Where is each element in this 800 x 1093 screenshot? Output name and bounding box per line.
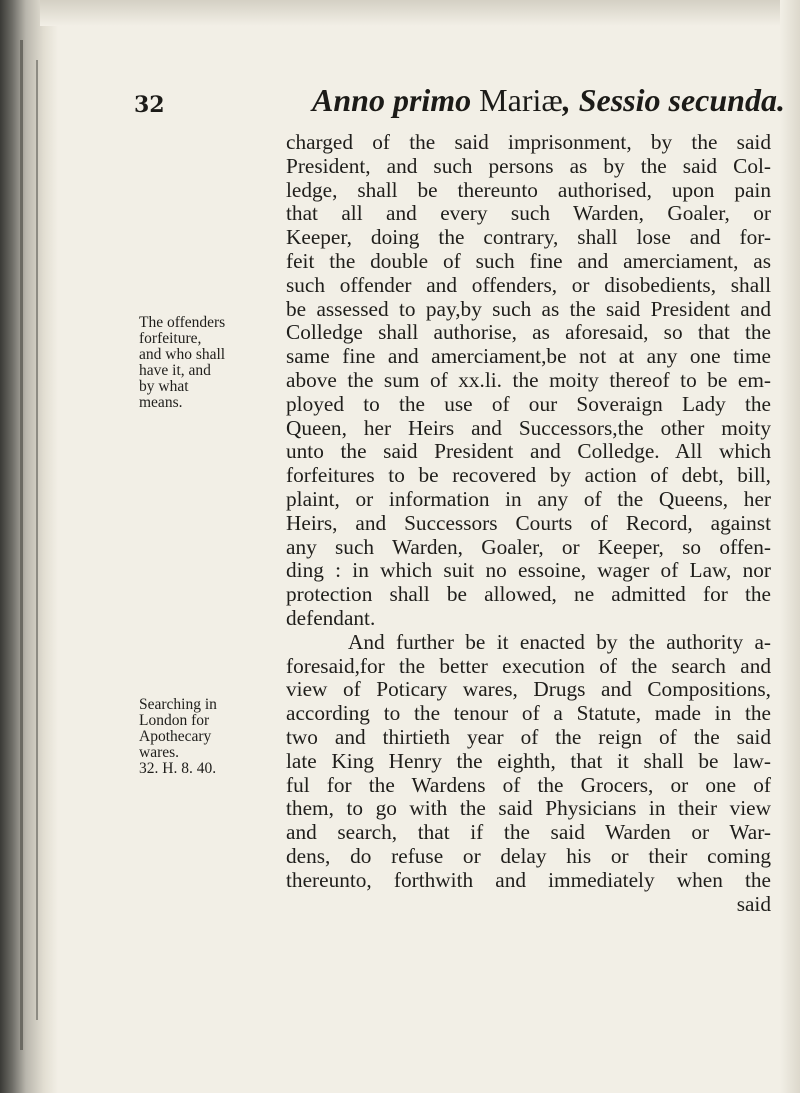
margin-note-line: The offenders bbox=[139, 314, 226, 331]
text-line: be assessed to pay,by such as the said President and bbox=[286, 296, 771, 321]
book-binding-shadow bbox=[0, 0, 58, 1093]
text-line: ployed to the use of our Soveraign Lady the bbox=[286, 391, 771, 416]
text-line: dens, do refuse or delay his or their coming bbox=[286, 843, 771, 868]
margin-note-line: means. bbox=[139, 394, 183, 411]
text-line: above the sum of xx.li. the moity thereof to be em- bbox=[286, 367, 771, 392]
running-head-part: Mariæ bbox=[479, 82, 563, 118]
text-line: Keeper, doing the contrary, shall lose and for- bbox=[286, 225, 771, 250]
spine-line bbox=[20, 40, 23, 1050]
text-line: according to the tenour of a Statute, made in the bbox=[286, 701, 771, 726]
margin-note-line: by what bbox=[139, 378, 189, 395]
margin-note-line: Apothecary bbox=[139, 728, 212, 745]
text-line: protection shall be allowed, ne admitted for the bbox=[286, 582, 771, 607]
text-line: charged of the said imprisonment, by the said bbox=[286, 130, 771, 154]
page-number: 32 bbox=[134, 92, 165, 118]
margin-note-line: forfeiture, bbox=[139, 330, 202, 347]
margin-note-line: 32. H. 8. 40. bbox=[139, 760, 217, 777]
page-top-edge bbox=[40, 0, 800, 26]
running-head bbox=[312, 82, 785, 119]
text-line: them, to go with the said Physicians in their view bbox=[286, 796, 771, 821]
running-head-part: , Sessio secunda. bbox=[562, 82, 785, 118]
text-line: ledge, shall be thereunto authorised, upon pain bbox=[286, 177, 771, 202]
body-text bbox=[286, 131, 771, 916]
text-line: view of Poticary wares, Drugs and Compositions, bbox=[286, 677, 771, 702]
page-right-edge bbox=[780, 0, 800, 1093]
text-line: that all and every such Warden, Goaler, or bbox=[286, 201, 771, 226]
margin-note-line: London for bbox=[139, 712, 210, 729]
text-line: Colledge shall authorise, as aforesaid, so that the bbox=[286, 320, 771, 345]
catchword: said bbox=[736, 891, 771, 916]
text-line: Queen, her Heirs and Successors,the other moity bbox=[286, 415, 771, 440]
margin-note-line: Searching in bbox=[139, 696, 217, 713]
text-line: two and thirtieth year of the reign of the said bbox=[286, 724, 771, 749]
text-line: foresaid,for the better execution of the search and bbox=[286, 653, 771, 678]
text-line: and search, that if the said Warden or War- bbox=[286, 820, 771, 845]
text-line: such offender and offenders, or disobedients, shall bbox=[286, 272, 771, 297]
text-line: unto the said President and Colledge. All which bbox=[286, 439, 771, 464]
text-line: ding : in which suit no essoine, wager of Law, nor bbox=[286, 558, 771, 583]
text-line: late King Henry the eighth, that it shall be law- bbox=[286, 748, 771, 773]
text-line: Heirs, and Successors Courts of Record, against bbox=[286, 510, 771, 535]
margin-note-searching bbox=[139, 697, 217, 777]
margin-note-offenders bbox=[139, 315, 225, 411]
text-line: forfeitures to be recovered by action of debt, bill, bbox=[286, 463, 771, 488]
spine-line bbox=[36, 60, 38, 1020]
text-line: ful for the Wardens of the Grocers, or one of bbox=[286, 772, 771, 797]
text-line: plaint, or information in any of the Queens, her bbox=[286, 486, 771, 511]
margin-note-line: wares. bbox=[139, 744, 180, 761]
running-head-part: Anno primo bbox=[312, 82, 480, 118]
margin-note-line: have it, and bbox=[139, 362, 211, 379]
text-line: same fine and amerciament,be not at any one time bbox=[286, 344, 771, 369]
text-line: feit the double of such fine and amerciament, as bbox=[286, 248, 771, 273]
text-line: any such Warden, Goaler, or Keeper, so offen- bbox=[286, 534, 771, 559]
text-line: thereunto, forthwith and immediately when the bbox=[286, 867, 771, 892]
margin-note-line: and who shall bbox=[139, 346, 226, 363]
text-line: And further be it enacted by the authority a- bbox=[348, 629, 771, 654]
text-line: defendant. bbox=[286, 605, 376, 630]
text-line: President, and such persons as by the said Col- bbox=[286, 153, 771, 178]
